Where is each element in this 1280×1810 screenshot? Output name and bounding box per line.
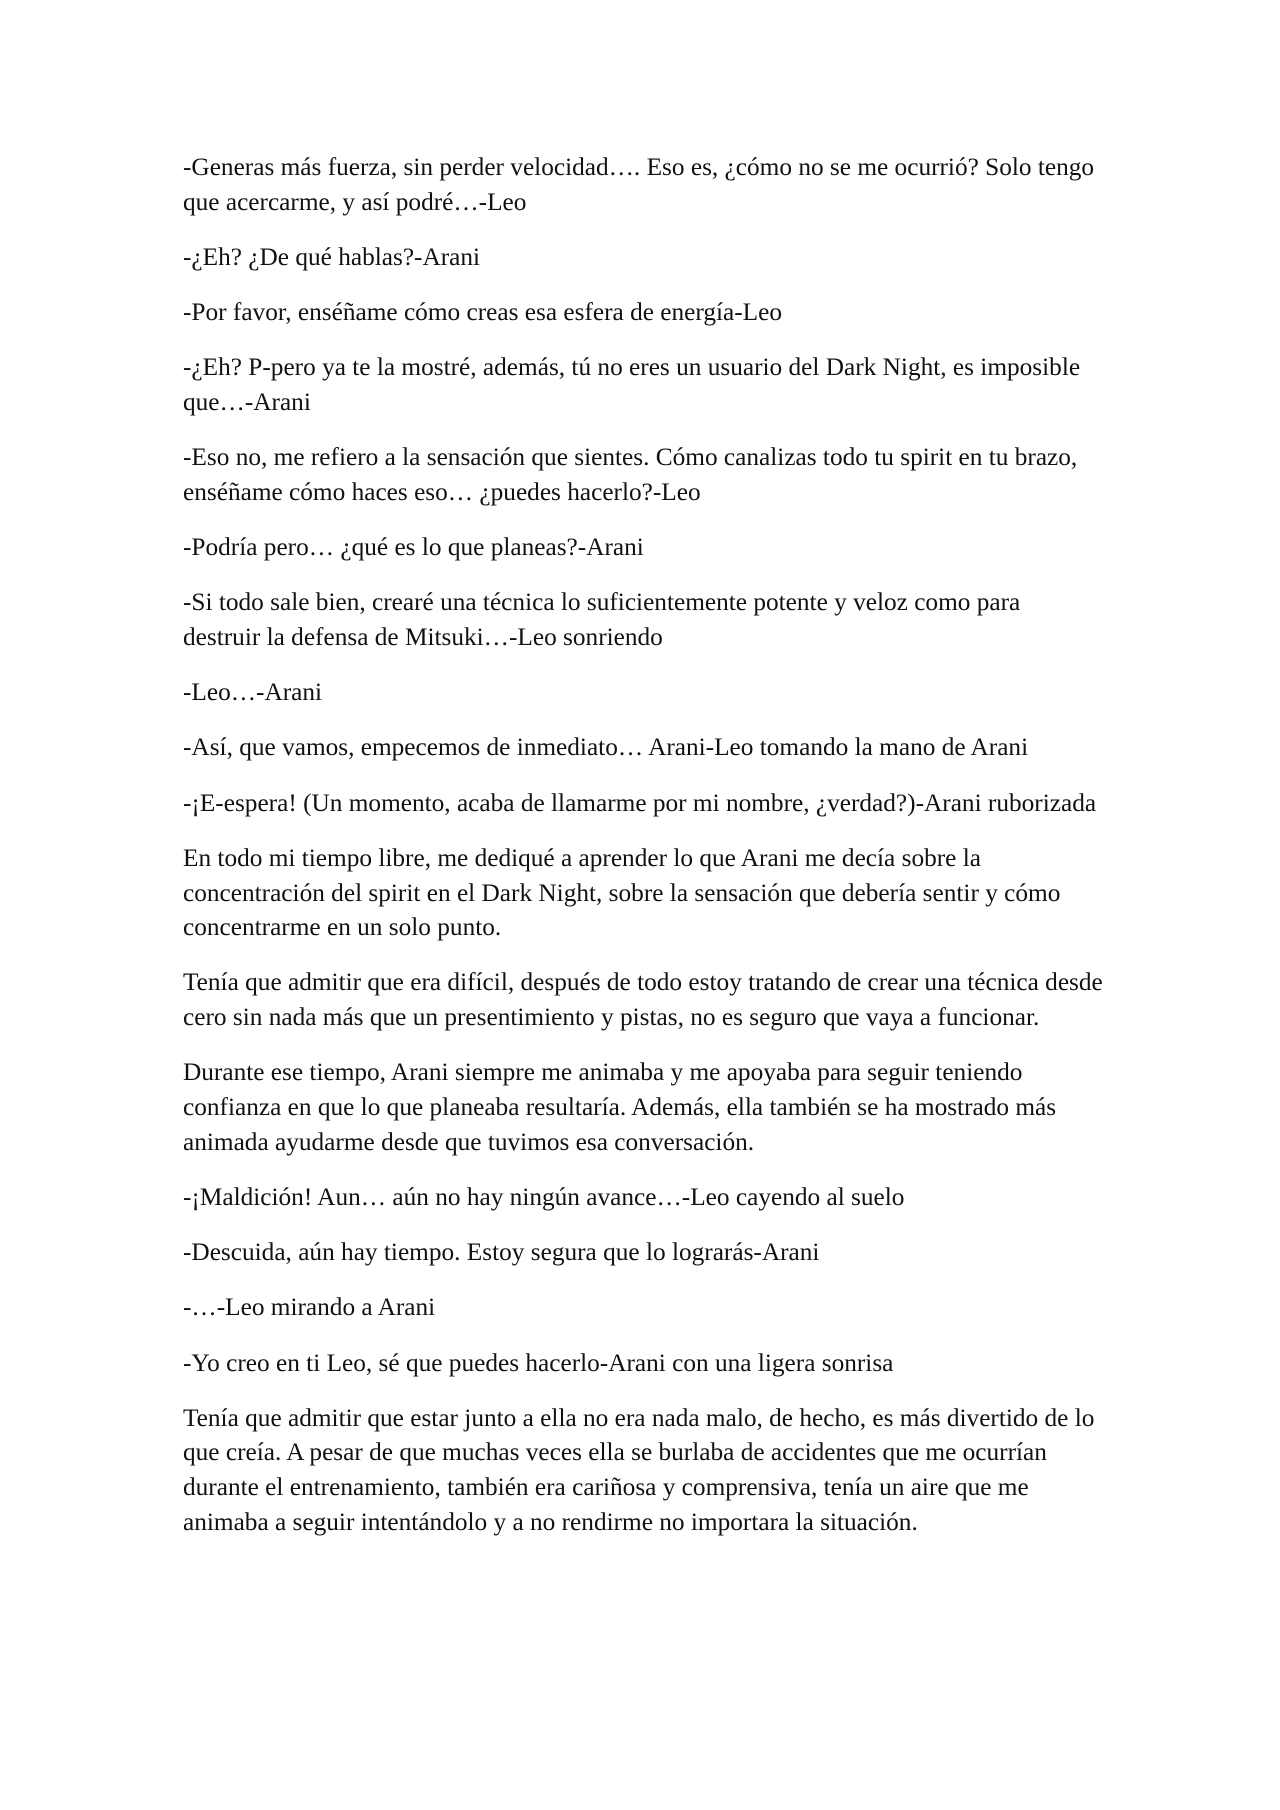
paragraph: -Si todo sale bien, crearé una técnica lo suficientemente potente y veloz como para destruir la defensa de Mitsuki…-Leo sonriendo	[183, 588, 1021, 652]
paragraph: Durante ese tiempo, Arani siempre me animaba y me apoyaba para seguir teniendo confianza en que lo que planeaba resultaría. Además, ella también se ha mostrado más animada ayudarme desde que tuvimos esa conversación.	[183, 1058, 1057, 1156]
paragraph: -Leo…-Arani	[183, 678, 323, 707]
paragraph: -Yo creo en ti Leo, sé que puedes hacerlo-Arani con una ligera sonrisa	[183, 1348, 894, 1377]
paragraph: -Así, que vamos, empecemos de inmediato… Arani-Leo tomando la mano de Arani	[183, 733, 1029, 762]
paragraph: -¡Maldición! Aun… aún no hay ningún avance…-Leo cayendo al suelo	[183, 1182, 905, 1211]
paragraph: -¿Eh? P-pero ya te la mostré, además, tú no eres un usuario del Dark Night, es imposible que…-Arani	[183, 353, 1081, 417]
paragraph: -Descuida, aún hay tiempo. Estoy segura que lo lograrás-Arani	[183, 1238, 820, 1267]
paragraph: Tenía que admitir que era difícil, después de todo estoy tratando de crear una técnica desde cero sin nada más que un presentimiento y pistas, no es seguro que vaya a funcionar.	[183, 968, 1103, 1032]
paragraph: En todo mi tiempo libre, me dediqué a aprender lo que Arani me decía sobre la concentración del spirit en el Dark Night, sobre la sensación que debería sentir y cómo concentrarme en un solo punto.	[183, 843, 1061, 942]
paragraph: -Podría pero… ¿qué es lo que planeas?-Arani	[183, 533, 644, 562]
document-page	[183, 150, 1103, 1560]
paragraph: -¡E-espera! (Un momento, acaba de llamarme por mi nombre, ¿verdad?)-Arani ruborizada	[183, 788, 1097, 817]
paragraph: -…-Leo mirando a Arani	[183, 1293, 436, 1322]
paragraph: -Eso no, me refiero a la sensación que sientes. Cómo canalizas todo tu spirit en tu brazo, enséñame cómo haces eso… ¿puedes hacerlo?-Leo	[183, 443, 1078, 506]
paragraph: -Generas más fuerza, sin perder velocidad…. Eso es, ¿cómo no se me ocurrió? Solo tengo que acercarme, y así podré…-Leo	[183, 153, 1095, 216]
paragraph: Tenía que admitir que estar junto a ella no era nada malo, de hecho, es más divertido de lo que creía. A pesar de que muchas veces ella se burlaba de accidentes que me ocurrían durante el entrenamiento, también era cariñosa y comprensiva, tenía un aire que me animaba a seguir intentándolo y a no rendirme no importara la situación.	[183, 1403, 1095, 1536]
paragraph: -¿Eh? ¿De qué hablas?-Arani	[183, 242, 481, 271]
paragraph: -Por favor, enséñame cómo creas esa esfera de energía-Leo	[183, 298, 783, 327]
